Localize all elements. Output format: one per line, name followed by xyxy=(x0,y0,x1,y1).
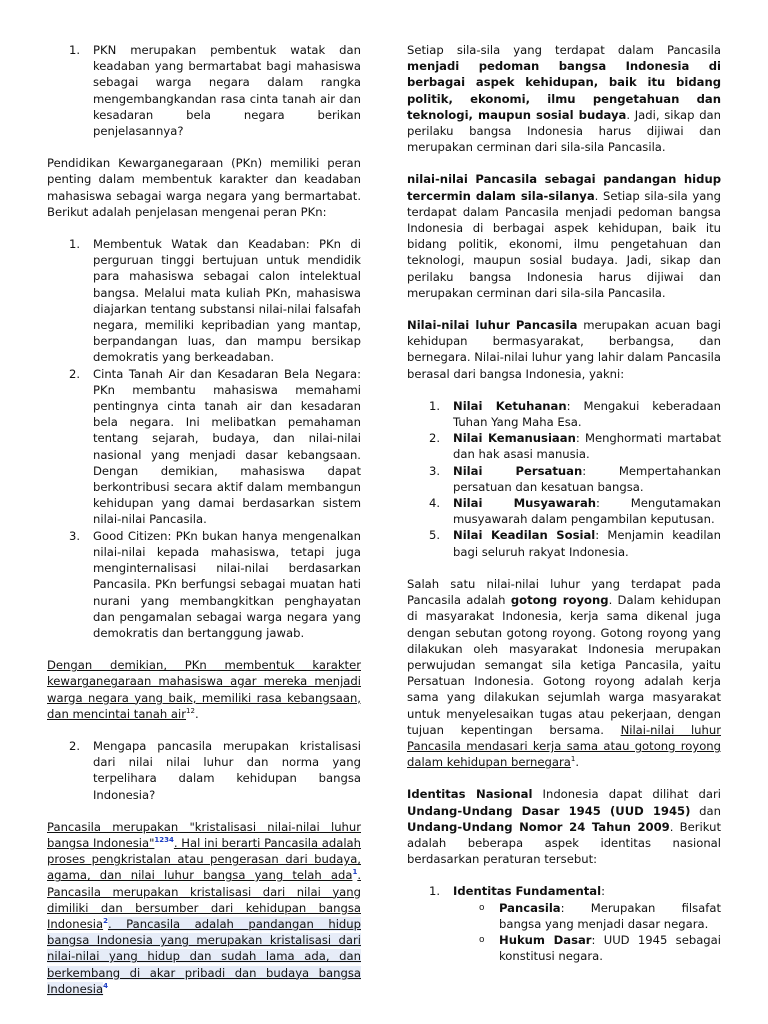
answer-paragraph xyxy=(47,819,361,997)
identitas-bold-1: Identitas Nasional xyxy=(407,787,533,802)
gotong-royong-text-a: Salah satu nilai-nilai luhur yang terdapat pada Pancasila adalah xyxy=(407,576,721,608)
identitas-subitem-1 xyxy=(407,900,721,932)
question-1-text: PKN merupakan pembentuk watak dan keadaban yang bermartabat bagi mahasiswa sebagai warga negara dalam rangka mengembangkandan rasa cinta tanah air dan kesadaran bela negara berikan penjelasannya? xyxy=(93,43,361,139)
identitas-subitem-2-desc: : UUD 1945 sebagai konstitusi negara. xyxy=(499,932,721,964)
identitas-nasional-paragraph xyxy=(407,786,721,867)
nilai-item-1 xyxy=(407,398,721,430)
nilai-item-3 xyxy=(407,463,721,495)
right-column xyxy=(407,42,721,964)
gotong-royong-footnote[interactable]: 1 xyxy=(570,755,576,764)
question-2 xyxy=(47,738,361,803)
pandangan-hidup-bold: nilai-nilai Pancasila sebagai pandangan hidup tercermin dalam sila-silanya xyxy=(407,172,721,203)
question-1 xyxy=(47,42,361,139)
nilai-luhur-text: merupakan acuan bagi kehidupan bermasyarakat, berbangsa, dan bernegara. Nilai-nilai luhur yang lahir dalam Pancasila berasal dari bangsa Indonesia, yakni: xyxy=(407,318,721,381)
nilai-item-4-number: 4. xyxy=(429,496,441,511)
identitas-fundamental-item xyxy=(407,883,721,899)
gotong-royong-underlined[interactable]: Nilai-nilai luhur Pancasila mendasari kerja sama atau gotong royong dalam kehidupan bernegara xyxy=(407,722,721,770)
identitas-fundamental-colon: : xyxy=(601,884,605,899)
sila-text-bold: menjadi pedoman bangsa Indonesia di berbagai aspek kehidupan, baik itu bidang politik, ekonomi, ilmu pengetahuan dan teknologi, maupun sosial budaya xyxy=(407,59,721,122)
gotong-royong-text-b: . Dalam kehidupan di masyarakat Indonesia, kerja sama dikenal juga dengan sebutan gotong royong. Gotong royong yang dilakukan oleh masyarakat Indonesia merupakan perwujudan semangat sila ketiga Pancasila, yaitu Persatuan Indonesia. Gotong royong adalah kerja sama yang dilakukan sejumlah warga masyarakat untuk menyelesaikan tugas atau pekerjaan, dengan tujuan kepentingan bersama. xyxy=(407,593,722,737)
peran-item-1-number: 1. xyxy=(69,237,81,252)
answer-sentence-4[interactable]: . Pancasila adalah pandangan hidup bangsa Indonesia yang merupakan kristalisasi dari nilai-nilai yang hidup dan sudah lama ada, dan berkembang di akar pribadi dan budaya bangsa Indonesia xyxy=(47,916,361,996)
gotong-royong-paragraph xyxy=(407,576,721,770)
nilai-item-2 xyxy=(407,430,721,462)
intro-paragraph: Pendidikan Kewarganegaraan (PKn) memiliki peran penting dalam membentuk karakter dan keadaban mahasiswa sebagai warga negara yang bermartabat. Berikut adalah penjelasan mengenai peran PKn: xyxy=(47,156,361,219)
identitas-subitem-2-name: Hukum Dasar xyxy=(499,932,592,947)
nilai-item-3-number: 3. xyxy=(429,463,441,478)
nilai-item-3-desc: : Mempertahankan persatuan dan kesatuan bangsa. xyxy=(453,463,721,494)
identitas-subitem-1-name: Pancasila xyxy=(499,900,561,915)
peran-item-2-number: 2. xyxy=(69,366,81,381)
nilai-item-2-name: Nilai Kemanusiaan xyxy=(453,431,576,446)
identitas-text-a: Indonesia dapat dilihat dari xyxy=(532,787,721,802)
identitas-subitem-2 xyxy=(407,932,721,964)
answer-footnote-2[interactable]: 1 xyxy=(352,868,358,877)
sila-text-a: Setiap sila-sila yang terdapat dalam Pancasila xyxy=(407,43,721,57)
conclusion-paragraph xyxy=(47,657,361,722)
nilai-item-4 xyxy=(407,495,721,527)
question-2-number: 2. xyxy=(69,738,81,753)
answer-sentence-1[interactable]: Pancasila merupakan "kristalisasi nilai-nilai luhur bangsa Indonesia" xyxy=(47,819,361,850)
peran-item-3-number: 3. xyxy=(69,528,81,543)
left-column xyxy=(47,42,361,1013)
gotong-royong-bold: gotong royong xyxy=(510,593,609,608)
identitas-fundamental-title: Identitas Fundamental xyxy=(453,884,602,899)
nilai-item-4-desc: : Mengutamakan musyawarah dalam pengambilan keputusan. xyxy=(453,496,721,527)
peran-item-3 xyxy=(47,528,361,641)
identitas-text-d: . Berikut adalah beberapa aspek identitas nasional berdasarkan peraturan tersebut: xyxy=(407,819,721,867)
answer-footnote-4[interactable]: 4 xyxy=(103,981,108,990)
nilai-item-4-name: Nilai Musyawarah xyxy=(453,496,597,511)
nilai-item-5-desc: : Menjamin keadilan bagi seluruh rakyat Indonesia. xyxy=(453,528,721,559)
pandangan-hidup-text: . Setiap sila-sila yang terdapat dalam Pancasila menjadi pedoman bangsa Indonesia di berbagai aspek kehidupan, baik itu bidang politik, ekonomi, ilmu pengetahuan dan teknologi, maupun sosial budaya. Jadi, sikap dan perilaku bangsa Indonesia harus dijiwai dan merupakan cerminan dari sila-sila Pancasila. xyxy=(407,188,722,300)
identitas-bold-3: Undang-Undang Nomor 24 Tahun 2009 xyxy=(407,819,670,834)
sila-paragraph xyxy=(407,42,721,155)
nilai-item-2-number: 2. xyxy=(429,431,441,446)
gotong-royong-end: . xyxy=(575,755,580,770)
peran-item-2 xyxy=(47,366,361,528)
nilai-luhur-paragraph xyxy=(407,317,721,382)
conclusion-footnote[interactable]: 12 xyxy=(186,706,195,715)
nilai-item-2-desc: : Menghormati martabat dan hak asasi manusia. xyxy=(453,431,721,462)
identitas-bold-2: Undang-Undang Dasar 1945 (UUD 1945) xyxy=(407,803,691,818)
question-2-text: Mengapa pancasila merupakan kristalisasi dari nilai nilai luhur dan norma yang terpelihara dalam kehidupan bangsa Indonesia? xyxy=(93,738,361,802)
identitas-text-c: dan xyxy=(690,803,721,818)
nilai-item-5-number: 5. xyxy=(429,528,441,543)
answer-sentence-2[interactable]: . Hal ini berarti Pancasila adalah proses pengkristalan atau pengerasan dari budaya, agama, dan nilai luhur bangsa yang telah ada xyxy=(47,835,361,883)
identitas-subitem-1-desc: : Merupakan filsafat bangsa yang menjadi dasar negara. xyxy=(499,900,721,931)
nilai-item-1-desc: : Mengakui keberadaan Tuhan Yang Maha Esa. xyxy=(453,398,721,430)
nilai-item-1-number: 1. xyxy=(429,398,441,413)
bullet-icon: o xyxy=(479,902,485,913)
nilai-item-5-name: Nilai Keadilan Sosial xyxy=(453,528,596,543)
peran-item-2-text: Cinta Tanah Air dan Kesadaran Bela Negara: PKn membantu mahasiswa memahami pentingnya cinta tanah air dan kesadaran bela negara. Ini melibatkan pemahaman tentang sejarah, budaya, dan nilai-nilai nasional yang menjadi dasar kebangsaan. Dengan demikian, mahasiswa dapat berkontribusi secara aktif dalam membangun kehidupan yang damai berdasarkan sistem nilai-nilai Pancasila. xyxy=(93,366,361,527)
nilai-luhur-bold: Nilai-nilai luhur Pancasila xyxy=(407,318,578,333)
nilai-item-3-name: Nilai Persatuan xyxy=(453,463,583,478)
peran-item-3-text: Good Citizen: PKn bukan hanya mengenalkan nilai-nilai kepada mahasiswa, tetapi juga menginternalisasi nilai-nilai berdasarkan Pancasila. PKn berfungsi sebagai muatan hati nurani yang membangkitkan penghayatan dan pengamalan sebagai warga negara yang demokratis dan bertanggung jawab. xyxy=(93,528,361,640)
answer-sentence-3[interactable]: . Pancasila merupakan kristalisasi dari nilai yang dimiliki dan bersumber dari kehidupan bangsa Indonesia xyxy=(47,868,361,931)
conclusion-end: . xyxy=(194,706,199,721)
question-1-number: 1. xyxy=(69,43,81,57)
sila-text-b: . Jadi, sikap dan perilaku bangsa Indonesia harus dijiwai dan merupakan cerminan dari sila-sila Pancasila. xyxy=(407,107,721,155)
nilai-item-5 xyxy=(407,527,721,559)
answer-footnote-3[interactable]: 2 xyxy=(103,917,108,926)
bullet-icon: o xyxy=(479,934,485,945)
answer-footnote-1[interactable]: 1234 xyxy=(154,836,174,845)
identitas-fundamental-number: 1. xyxy=(429,884,441,899)
peran-item-1-text: Membentuk Watak dan Keadaban: PKn di perguruan tinggi bertujuan untuk mendidik para mahasiswa sebagai calon intelektual bangsa. Melalui mata kuliah PKn, mahasiswa diajarkan tentang substansi nilai-nilai falsafah negara, memiliki kepribadian yang mantap, berpandangan luas, dan mampu bersikap demokratis yang berkeadaban. xyxy=(93,237,361,365)
peran-item-1 xyxy=(47,236,361,366)
pandangan-hidup-paragraph xyxy=(407,171,721,301)
conclusion-text[interactable]: Dengan demikian, PKn membentuk karakter kewarganegaraan mahasiswa agar mereka menjadi warga negara yang baik, memiliki rasa kebangsaan, dan mencintai tanah air xyxy=(47,658,361,721)
nilai-item-1-name: Nilai Ketuhanan xyxy=(453,398,567,413)
